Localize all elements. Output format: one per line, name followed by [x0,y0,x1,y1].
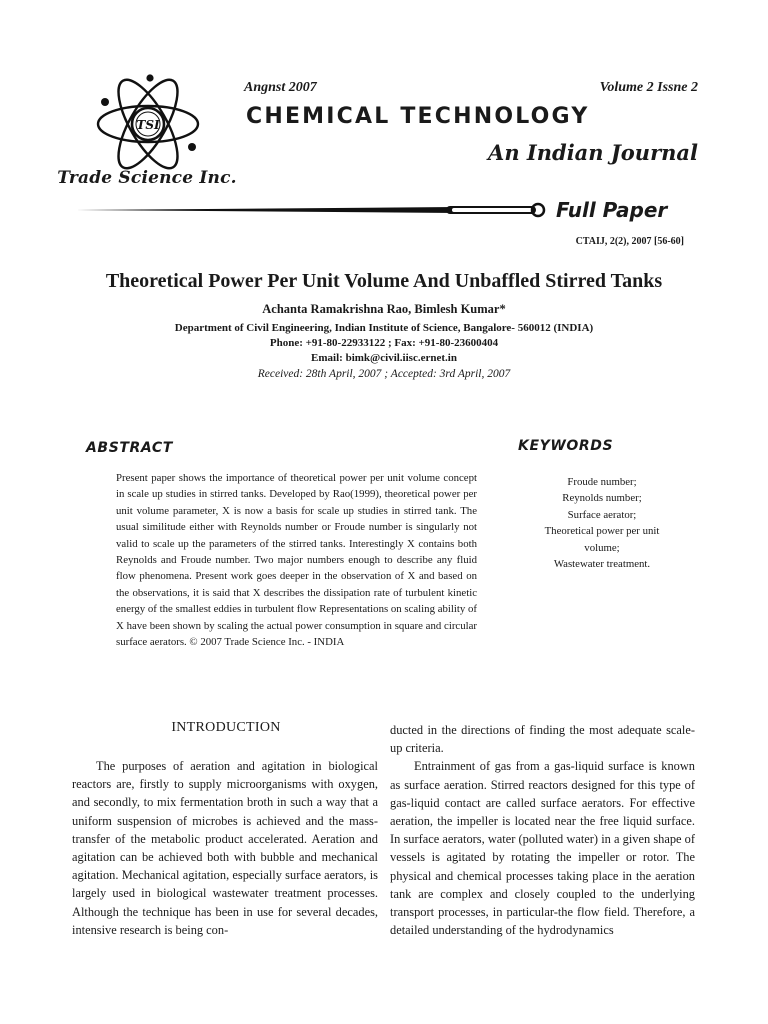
body-paragraph: Entrainment of gas from a gas-liquid surface is known as surface aeration. Stirred reactors designed for this type of gas-liquid contact are called surface aerators. For effective aeration, the impeller is located near the free liquid surface. In surface aerators, water (polluted water) in a given shape of vessels is agitated by rotating the impeller or rotor. The physical and chemical processes taking place in the aeration tank are complex and closely coupled to the underlying transport processes, in particular-the flow field. Therefore, a detailed understanding of the hydrodynamics [390,759,695,938]
keyword-item: Surface aerator; [567,508,637,521]
section-label: Full Paper [556,198,668,222]
body-paragraph: The purposes of aeration and agitation in biological reactors are, firstly to supply microorganisms with oxygen, and secondly, to mix fermentation broth in such a way that a uniform suspension of microbes is achieved and the mass-transfer of the metabolic product accelerated. Aeration and agitation can be achieved both with bubble and mechanical agitation. Mechanical agitation, especially surface aerators, is largely used in biological wastewater treatment processes. Although the technique has been in use for several decades, intensive research is being con- [72,759,378,937]
journal-title: CHEMICAL TECHNOLOGY [246,104,590,129]
author-email: Email: bimk@civil.iisc.ernet.in [311,352,457,364]
publisher-logo [88,74,208,174]
keyword-item: Froude number; [567,476,637,488]
keyword-item: Theoretical power per unit volume; [544,525,660,554]
keywords-heading: KEYWORDS [518,438,614,454]
abstract-heading: ABSTRACT [86,440,173,456]
logo-text: TSI [136,118,160,132]
keywords-list [528,474,676,572]
issue-date: Angnst 2007 [244,80,317,95]
author-phone: Phone: +91-80-22933122 ; Fax: +91-80-23600404 [269,337,499,349]
article-authors: Achanta Ramakrishna Rao, Bimlesh Kumar* [262,302,506,316]
body-paragraph: ducted in the directions of finding the most adequate scale-up criteria. [390,723,695,756]
received-dates: Received: 28th April, 2007 ; Accepted: 3rd April, 2007 [257,368,511,380]
article-title: Theoretical Power Per Unit Volume And Unbaffled Stirred Tanks [105,270,663,292]
journal-subtitle: An Indian Journal [488,140,698,165]
keyword-item: Wastewater treatment. [553,558,651,571]
keyword-item: Reynolds number; [562,492,642,505]
abstract-text: Present paper shows the importance of theoretical power per unit volume concept in scale up studies in stirred tanks. Developed by Rao(1999), theoretical power per unit volume parameter, X is now a basis for scale up studies in stirred tank. The usual similitude either with Reynolds number or Froude number is singularly not valid to scale up the parameters of the stirred tanks. Interestingly X contains both Reynolds and Froude number. Two major numbers enough to describe any fluid flow phenomena. Present work goes deeper in the observation of X and based on the observations, it is said that X describes the dissipation rate of turbulent kinetic energy of the smallest eddies in turbulent flow Representations on scaling ability of X have been shown by scaling the actual power consumption in square and circular surface aerators. © 2007 Trade Science Inc. - INDIA [116,472,477,649]
publisher-name: Trade Science Inc. [57,168,237,188]
issue-volume: Volume 2 Issne 2 [599,80,698,95]
introduction-heading: INTRODUCTION [171,720,281,735]
body-left-column [72,757,378,939]
body-right-column [390,721,695,939]
atom-logo-icon [88,74,208,174]
author-affiliation: Department of Civil Engineering, Indian Institute of Science, Bangalore- 560012 (INDIA) [174,322,594,334]
citation: CTAIJ, 2(2), 2007 [56-60] [575,236,684,247]
header-rule [76,198,546,222]
